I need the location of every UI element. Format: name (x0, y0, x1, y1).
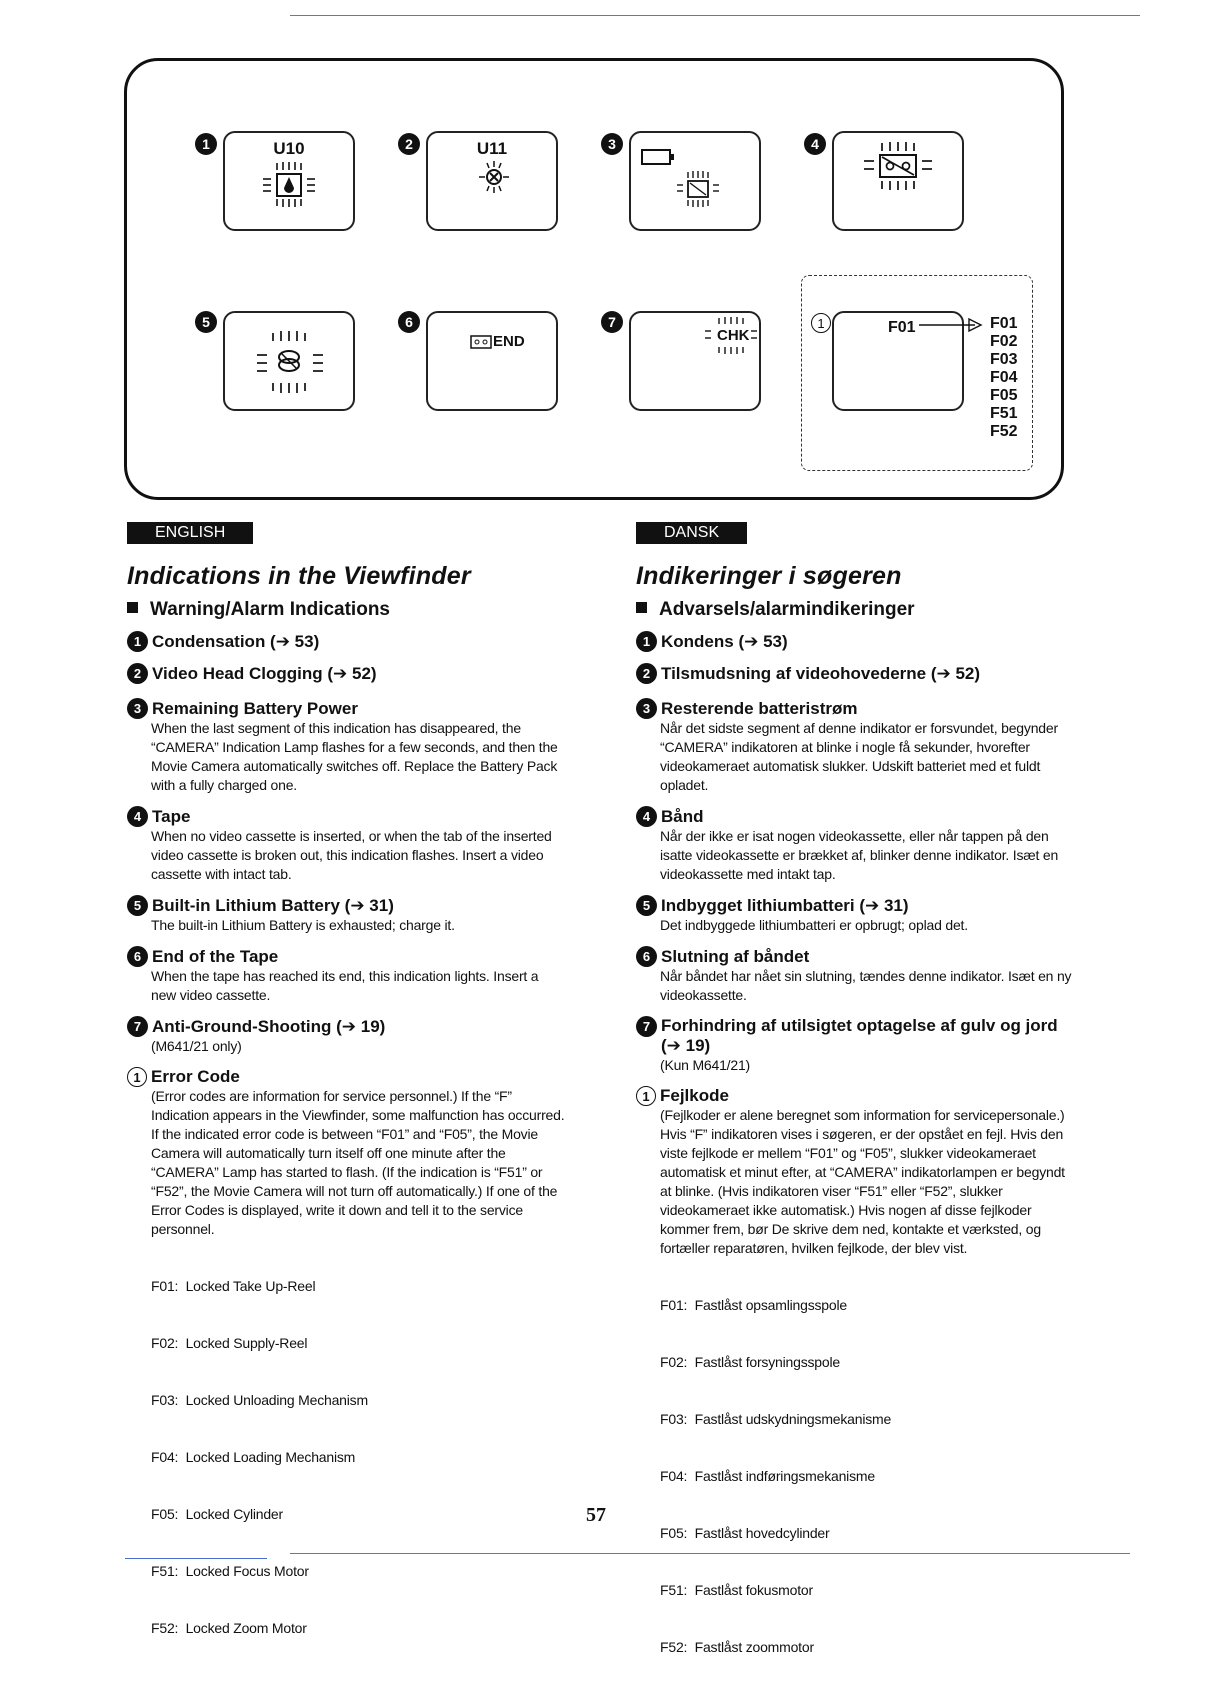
error-code-row: F02: Fastlåst forsyningsspole (660, 1354, 840, 1370)
error-code-row: F51: Fastlåst fokusmotor (660, 1582, 813, 1598)
item-number: 2 (127, 663, 148, 684)
item-title: Forhindring af utilsigtet optagelse af gulv og jord (➔ 19) (661, 1016, 1058, 1055)
error-code-list-diagram (990, 315, 1018, 441)
item-title: Anti-Ground-Shooting (➔ 19) (152, 1016, 386, 1036)
bullet-square (127, 602, 138, 613)
battery-icon (641, 149, 675, 165)
diagram-code: F01 (990, 315, 1018, 332)
item-number: 7 (636, 1016, 657, 1037)
dansk-item (636, 631, 1076, 652)
page-number: 57 (586, 1504, 606, 1526)
error-code-row: F05: Fastlåst hovedcylinder (660, 1525, 830, 1541)
english-item (127, 698, 567, 795)
item-title: Slutning af båndet (661, 946, 810, 966)
item-number: 7 (127, 1016, 148, 1037)
item-title: Resterende batteristrøm (661, 698, 858, 718)
diagram-code: F03 (990, 351, 1018, 368)
english-column (127, 522, 567, 1687)
error-code-row: F01: Fastlåst opsamlingsspole (660, 1297, 847, 1313)
viewfinder-end-of-tape (426, 311, 558, 411)
item-body: (M641/21 only) (151, 1038, 242, 1054)
diagram-code: F52 (990, 423, 1018, 440)
dansk-item (636, 946, 1076, 1005)
item-number: 2 (636, 663, 657, 684)
dansk-item (636, 806, 1076, 884)
item-number: 4 (127, 806, 148, 827)
english-item (127, 946, 567, 1005)
item-title: Video Head Clogging (➔ 52) (152, 663, 377, 683)
dansk-section-heading: Advarsels/alarmindikeringer (636, 599, 1076, 621)
error-code-row: F01: Locked Take Up-Reel (151, 1278, 316, 1294)
error-number-circle: 1 (811, 313, 831, 333)
diagram-code: F51 (990, 405, 1018, 422)
error-code-row: F05: Locked Cylinder (151, 1506, 283, 1522)
tape-cassette-icon (858, 139, 938, 195)
item-title: Condensation (➔ 53) (152, 631, 320, 651)
viewfinder-condensation (223, 131, 355, 231)
english-item (127, 895, 567, 935)
item-title: Error Code (151, 1067, 240, 1086)
indicator-number-3: 3 (601, 133, 623, 155)
item-title: Indbygget lithiumbatteri (➔ 31) (661, 895, 909, 915)
scan-line-top (290, 15, 1140, 16)
item-number: 3 (127, 698, 148, 719)
error-code-row: F52: Fastlåst zoommotor (660, 1639, 814, 1655)
english-section-heading: Warning/Alarm Indications (127, 599, 567, 621)
indicator-number-1: 1 (195, 133, 217, 155)
item-body: The built-in Lithium Battery is exhausted; charge it. (151, 917, 455, 933)
error-code-row: F03: Locked Unloading Mechanism (151, 1392, 368, 1408)
item-body: Når det sidste segment af denne indikator er forsvundet, begynder “CAMERA” indikatoren at blinke i nogle få sekunder, hvorefter videokameraet automatisk slukker. Udskift batteriet med et fuldt opladet. (660, 720, 1058, 793)
bullet-square (636, 602, 647, 613)
language-tab-dansk: DANSK (636, 522, 747, 544)
item-body: (Error codes are information for service personnel.) If the “F” Indication appears in the Viewfinder, some malfunction has occurred. If the indicated error code is between “F01” and “F05”, the Movie Camera will automatically turn itself off one minute after the “CAMERA” Lamp has started to flash. (If the indication is “F51” or “F52”, the Movie Camera will not turn off automatically.) If one of the Error Codes is displayed, write it down and tell it to the service personnel. (151, 1088, 565, 1237)
english-item (127, 1016, 567, 1056)
u10-label: U10 (273, 139, 305, 158)
item-body: (Kun M641/21) (660, 1057, 751, 1073)
error-code-row: F02: Locked Supply-Reel (151, 1335, 308, 1351)
diagram-code: F02 (990, 333, 1018, 350)
dansk-item (636, 895, 1076, 935)
item-title: Fejlkode (660, 1086, 729, 1105)
viewfinder-lithium-battery (223, 311, 355, 411)
item-title: Tilsmudsning af videohovederne (➔ 52) (661, 663, 981, 683)
viewfinder-diagram-panel (124, 58, 1064, 500)
item-number: 1 (636, 1086, 656, 1106)
language-tab-english: ENGLISH (127, 522, 253, 544)
viewfinder-anti-ground-shooting (629, 311, 761, 411)
condensation-icon (259, 159, 319, 209)
dansk-error-code (636, 1086, 1076, 1695)
item-body: Når båndet har nået sin slutning, tændes denne indikator. Isæt en ny videokassette. (660, 968, 1072, 1003)
dansk-item (636, 698, 1076, 795)
error-code-row: F52: Locked Zoom Motor (151, 1620, 307, 1636)
error-code-row: F04: Locked Loading Mechanism (151, 1449, 356, 1465)
item-title: Kondens (➔ 53) (661, 631, 788, 651)
end-label: END (493, 333, 525, 350)
diagram-code: F05 (990, 387, 1018, 404)
indicator-number-5: 5 (195, 311, 217, 333)
item-number: 1 (127, 1067, 147, 1087)
item-number: 5 (636, 895, 657, 916)
u11-label: U11 (476, 139, 508, 158)
error-code-row: F03: Fastlåst udskydningsmekanisme (660, 1411, 892, 1427)
f01-label: F01 (888, 319, 916, 336)
item-number: 3 (636, 698, 657, 719)
item-number: 5 (127, 895, 148, 916)
item-number: 4 (636, 806, 657, 827)
english-item (127, 631, 567, 652)
dansk-item (636, 663, 1076, 684)
item-body: When the last segment of this indication has disappeared, the “CAMERA” Indication Lamp flashes for a few seconds, and then the Movie Camera automatically switches off. Replace the Battery Pack with a fully charged one. (151, 720, 558, 793)
error-code-row: F51: Locked Focus Motor (151, 1563, 309, 1579)
viewfinder-battery (629, 131, 761, 231)
chk-label: CHK (717, 327, 750, 344)
viewfinder-tape (832, 131, 964, 231)
item-number: 1 (636, 631, 657, 652)
item-body: Det indbyggede lithiumbatteri er opbrugt; oplad det. (660, 917, 968, 933)
error-code-list (660, 1258, 1076, 1695)
item-body: When the tape has reached its end, this indication lights. Insert a new video cassette. (151, 968, 539, 1003)
diagram-code: F04 (990, 369, 1018, 386)
cassette-warning-icon (673, 169, 723, 209)
english-title: Indications in the Viewfinder (127, 562, 471, 590)
english-item (127, 663, 567, 684)
lithium-battery-icon (251, 327, 331, 397)
item-number: 6 (127, 946, 148, 967)
dansk-column (636, 522, 1076, 1706)
f01-arrow-icon (907, 313, 997, 337)
error-code-row: F04: Fastlåst indføringsmekanisme (660, 1468, 875, 1484)
item-body: When no video cassette is inserted, or when the tab of the inserted video cassette is broken out, this indication flashes. Insert a video cassette with intact tab. (151, 828, 552, 882)
dansk-title: Indikeringer i søgeren (636, 562, 902, 590)
indicator-number-4: 4 (804, 133, 826, 155)
english-item (127, 806, 567, 884)
indicator-number-2: 2 (398, 133, 420, 155)
indicator-number-7: 7 (601, 311, 623, 333)
head-clogging-icon (474, 159, 514, 195)
english-error-code (127, 1067, 567, 1676)
item-body: Når der ikke er isat nogen videokassette, eller når tappen på den isatte videokassette er brækket af, blinker denne indikator. Isæt en videokassette med intakt tap. (660, 828, 1059, 882)
item-title: Remaining Battery Power (152, 698, 358, 718)
item-number: 1 (127, 631, 148, 652)
item-title: Bånd (661, 806, 704, 826)
indicator-number-6: 6 (398, 311, 420, 333)
end-cassette-icon (470, 335, 492, 349)
item-title: Tape (152, 806, 191, 826)
item-number: 6 (636, 946, 657, 967)
item-body: (Fejlkoder er alene beregnet som information for servicepersonale.) Hvis “F” indikatoren vises i søgeren, er der opstået en fejl. Hvis den viste fejlkode er mellem “F01” og “F05”, slukker videokameraet automatisk et minut efter, at “CAMERA” indikatorlampen er begyndt at blinke. (Hvis indikatoren viser “F51” eller “F52”, slukker videokameraet ikke automatisk.) Hvis nogen af disse fejlkoder kommer frem, bør De skrive dem ned, kontakte et værksted, og fortæller reparatøren, hvilken fejlkode, der blev vist. (660, 1107, 1065, 1256)
item-title: Built-in Lithium Battery (➔ 31) (152, 895, 394, 915)
dansk-item (636, 1016, 1076, 1075)
item-title: End of the Tape (152, 946, 279, 966)
error-code-list (151, 1239, 567, 1676)
viewfinder-head-clogging (426, 131, 558, 231)
